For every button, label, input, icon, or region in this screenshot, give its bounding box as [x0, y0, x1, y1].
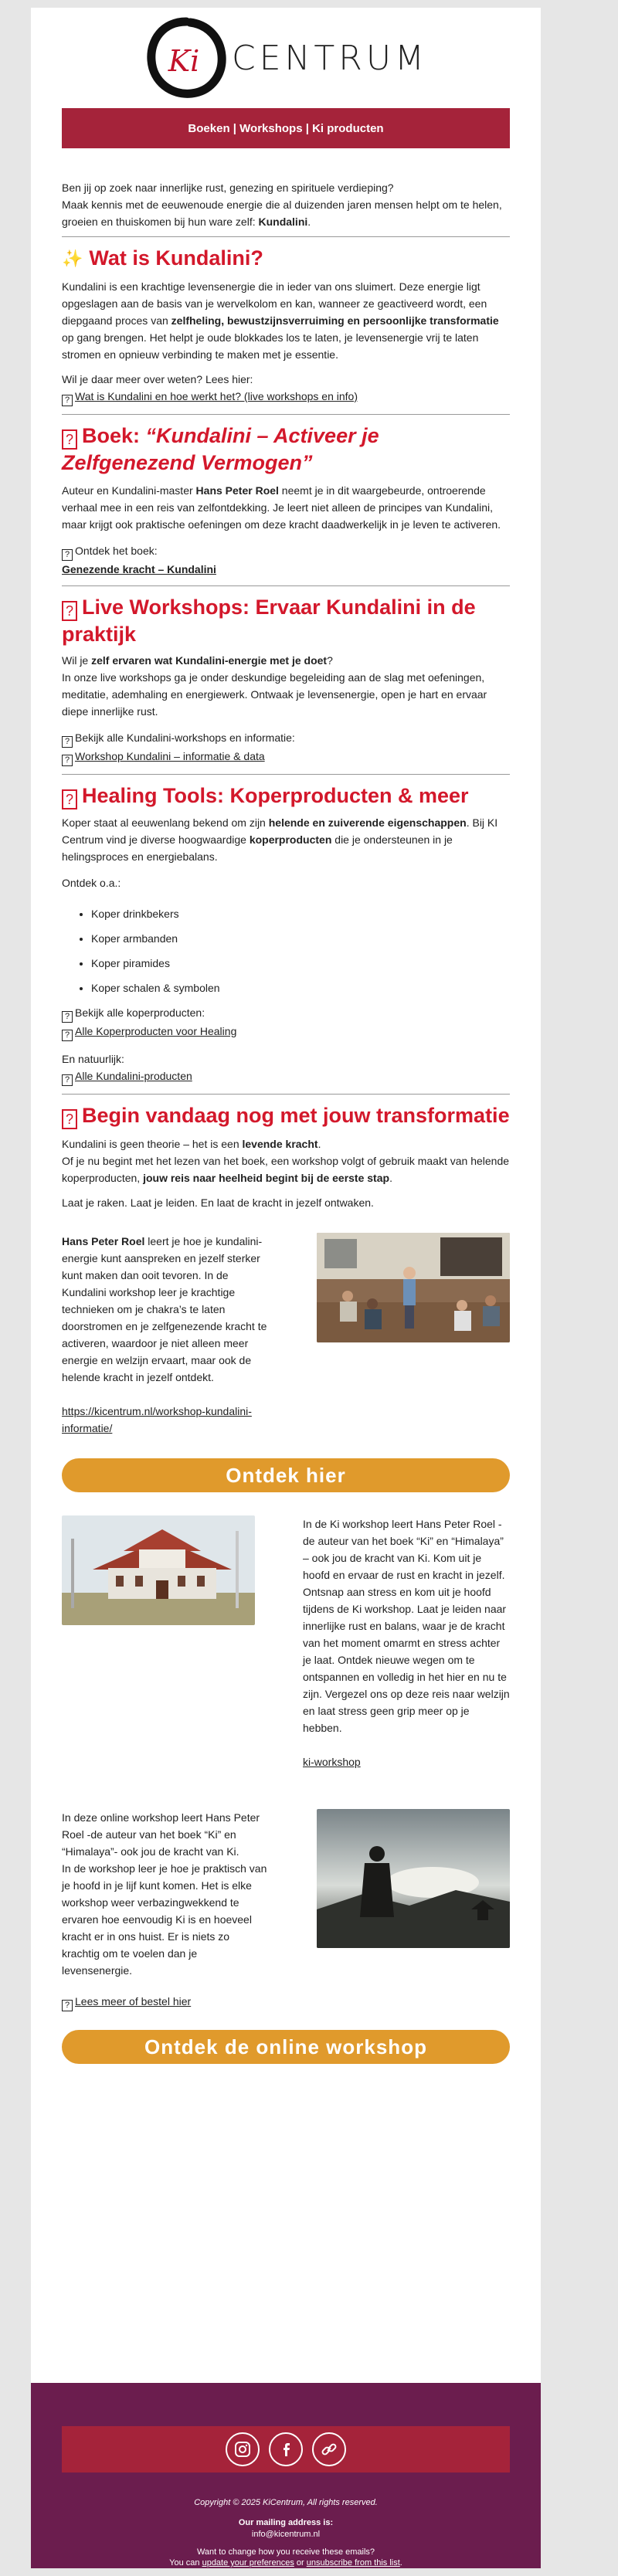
search-icon: ? [62, 736, 73, 748]
mailing-address-label: Our mailing address is: [238, 2518, 334, 2527]
section-paragraph: Auteur en Kundalini-master Hans Peter Roel neemt je in dit waargebeurde, ontroerende verhaal mee in een reis van zelfontdekking. Je leert niet alleen de principes van Kundalini, maar krijgt ook praktische oefeningen om deze kracht daadwerkelijk in je leven te activeren. [62, 484, 501, 531]
section-what-is-kundalini [62, 245, 510, 406]
website-link-icon[interactable] [312, 2432, 346, 2466]
section-paragraph: Kundalini is een krachtige levensenergie die in ieder van ons sluimert. Deze energie ligt opgeslagen aan de basis van je wervelkolom en kan, wanneer ze geactiveerd wordt, een diepgaand proces van zelfheling, bewustzijnsverruiming en persoonlijke transformatie op gang brengen. Het helpt je oude blokkades los te laten, je levensenergie vrij te laten stromen en opnieuw verbinding te maken met je essentie. [62, 280, 499, 361]
sparkles-icon: ✨ [62, 249, 83, 268]
closing-line: Laat je raken. Laat je leiden. En laat de kracht in jezelf ontwaken. [62, 1196, 374, 1209]
link-icon: ? [62, 1030, 73, 1041]
workshop-photo [317, 1233, 510, 1342]
intro-line1: Ben jij op zoek naar innerlijke rust, genezing en spirituele verdieping? [62, 182, 394, 194]
section-begin-today [62, 1102, 510, 1211]
online-workshop-block [62, 1809, 510, 2011]
divider [62, 585, 510, 586]
copper-product-list [91, 905, 510, 996]
logo[interactable] [62, 8, 510, 108]
svg-text:Ki: Ki [168, 44, 200, 78]
block-description: leert je hoe je kundalini-energie kunt aanspreken en jezelf sterker kunt maken dan ooit tevoren. In de Kundalini workshop leer je krachtige technieken om je chakra’s te laten doorstromen en je zelfgenezende kracht te activeren, waardoor je niet alleen meer energie en welzijn ervaart, maar ook de helende kracht in jezelf ontdekt. [62, 1235, 267, 1383]
block-text [62, 1809, 269, 2011]
kundalini-workshop-block [62, 1233, 510, 1437]
temple-photo [62, 1515, 255, 1625]
link-workshop-kundalini[interactable]: Workshop Kundalini – informatie & data [75, 750, 265, 762]
workshop-icon: ? [62, 601, 77, 621]
section-paragraph: Wil je zelf ervaren wat Kundalini-energie met je doet? In onze live workshops ga je onder deskundige begeleiding aan de slag met oefeningen, meditatie, ademhaling en energiewerk. Ontwaak je levensenergie, open je hart en ervaar diepe innerlijke rust. [62, 654, 487, 718]
nav-bar[interactable] [62, 108, 510, 148]
copyright: Copyright © 2025 KiCentrum, All rights reserved. [194, 2498, 378, 2507]
section-live-workshops [62, 594, 510, 766]
ki-workshop-block [62, 1515, 510, 1770]
divider [62, 414, 510, 415]
more-label: Wil je daar meer over weten? Lees hier: [62, 373, 253, 385]
section-title: Begin vandaag nog met jouw transformatie [82, 1104, 510, 1127]
social-bar [62, 2426, 510, 2472]
section-title: Wat is Kundalini? [89, 246, 263, 270]
section-paragraph: Koper staat al eeuwenlang bekend om zijn helende en zuiverende eigenschappen. Bij KI Centrum vind je diverse hoogwaardige koperproducten die je ondersteunen in je helingsproces en energiebalans. [62, 816, 498, 863]
block-text [303, 1515, 510, 1770]
link-copper-products[interactable]: Alle Koperproducten voor Healing [75, 1025, 237, 1037]
cta-ontdek-hier-button[interactable]: Ontdek hier [62, 1458, 510, 1492]
shop-icon: ? [62, 1011, 73, 1023]
preferences-line: You can update your preferences or unsubscribe from this list. [169, 2558, 402, 2568]
link-ki-workshop[interactable]: ki-workshop [303, 1756, 361, 1768]
section-healing-tools [62, 782, 510, 1086]
block-description: In de Ki workshop leert Hans Peter Roel -de auteur van het boek “Ki” en “Himalaya” – ook jou de kracht van Ki. Kom uit je hoofd en ervaar de rust en kracht in jezelf. Ontsnap aan stress en kom uit je hoofd tijdens de Ki workshop. Laat je leiden naar innerlijke rust en balans, waar je de kracht van het moment omarmt en stress achter je laat. Ontdek nieuwe wegen om te ontspannen en volledig in het hier en nu te zijn. Vergezel ons op deze reis naar welzijn en laat stress geen grip meer op je hebben. [303, 1518, 510, 1734]
link-kundalini-products[interactable]: Alle Kundalini-producten [75, 1070, 192, 1082]
block-text [62, 1233, 269, 1437]
block-description: In deze online workshop leert Hans Peter Roel -de auteur van het boek “Ki” en “Himalaya”- ook jou de kracht van Ki. In de workshop leer je hoe je praktisch van je hoofd in je lijf kunt komen. Het is elke workshop weer verbazingwekkend te ervaren hoe eenvoudig Ki is en hoeveel kracht er in ons huist. Er is niets zo krachtig om te voelen dan je levensenergie. [62, 1811, 267, 1977]
link-online-workshop[interactable]: Lees meer of bestel hier [75, 1995, 192, 2008]
cta-online-workshop-button[interactable]: Ontdek de online workshop [62, 2030, 510, 2064]
link-icon: ? [62, 395, 73, 406]
facebook-icon[interactable] [269, 2432, 303, 2466]
healing-icon: ? [62, 789, 77, 809]
book-icon: ? [62, 429, 77, 450]
footer [31, 2383, 541, 2568]
unsubscribe-link[interactable]: unsubscribe from this list [306, 2558, 400, 2568]
start-icon: ? [62, 1109, 77, 1129]
list-item: • Koper schalen & symbolen [91, 979, 510, 996]
section-title: Healing Tools: Koperproducten & meer [82, 784, 469, 807]
link-workshop-url[interactable]: https://kicentrum.nl/workshop-kundalini-informatie/ [62, 1405, 252, 1434]
list-item: • Koper drinkbekers [91, 905, 510, 922]
email-body [31, 8, 541, 2568]
link-icon: ? [62, 2000, 73, 2011]
divider [62, 774, 510, 775]
divider [62, 1094, 510, 1095]
divider [62, 236, 510, 237]
more-label: En natuurlijk: [62, 1053, 124, 1065]
link-book[interactable]: Genezende kracht – Kundalini [62, 563, 216, 575]
more-label: Ontdek het boek: [75, 545, 158, 557]
book-title: “Kundalini – Activeer je Zelfgenezend Vermogen” [62, 424, 379, 474]
link-kundalini-info[interactable]: Wat is Kundalini en hoe werkt het? (live workshops en info) [75, 390, 358, 402]
intro-line2: Maak kennis met de eeuwenoude energie die al duizenden jaren mensen helpt om te helen, groeien en thuiskomen bij hun ware zelf: [62, 199, 502, 228]
book-small-icon: ? [62, 549, 73, 561]
section-title: Live Workshops: Ervaar Kundalini in de praktijk [62, 596, 476, 646]
ki-enso-logo-icon [144, 15, 229, 100]
list-label: Ontdek o.a.: [62, 877, 121, 889]
more-label: Bekijk alle koperproducten: [75, 1006, 205, 1019]
section-title: Boek: [82, 424, 146, 447]
intro-text [62, 179, 510, 230]
meditation-photo [317, 1809, 510, 1948]
link-icon: ? [62, 1074, 73, 1086]
update-preferences-link[interactable]: update your preferences [202, 2558, 294, 2568]
section-paragraph: Kundalini is geen theorie – het is een levende kracht. Of je nu begint met het lezen van het boek, een workshop volgt of gebruik maakt van helende koperproducten, jouw reis naar heelheid begint bij de eerste stap. [62, 1138, 510, 1184]
more-label: Bekijk alle Kundalini-workshops en informatie: [75, 731, 295, 744]
change-emails-text: Want to change how you receive these emails? [196, 2547, 375, 2557]
link-icon: ? [62, 755, 73, 766]
section-book [62, 423, 510, 578]
author-name: Hans Peter Roel [62, 1235, 145, 1247]
brand-name: CENTRUM [231, 38, 429, 78]
list-item: • Koper piramides [91, 955, 510, 972]
nav-links[interactable]: Boeken | Workshops | Ki producten [188, 121, 384, 135]
list-item: • Koper armbanden [91, 930, 510, 947]
instagram-icon[interactable] [226, 2432, 260, 2466]
intro-kundalini: Kundalini [258, 216, 308, 228]
intro-period: . [307, 216, 311, 228]
mailing-address: info@kicentrum.nl [251, 2530, 321, 2539]
